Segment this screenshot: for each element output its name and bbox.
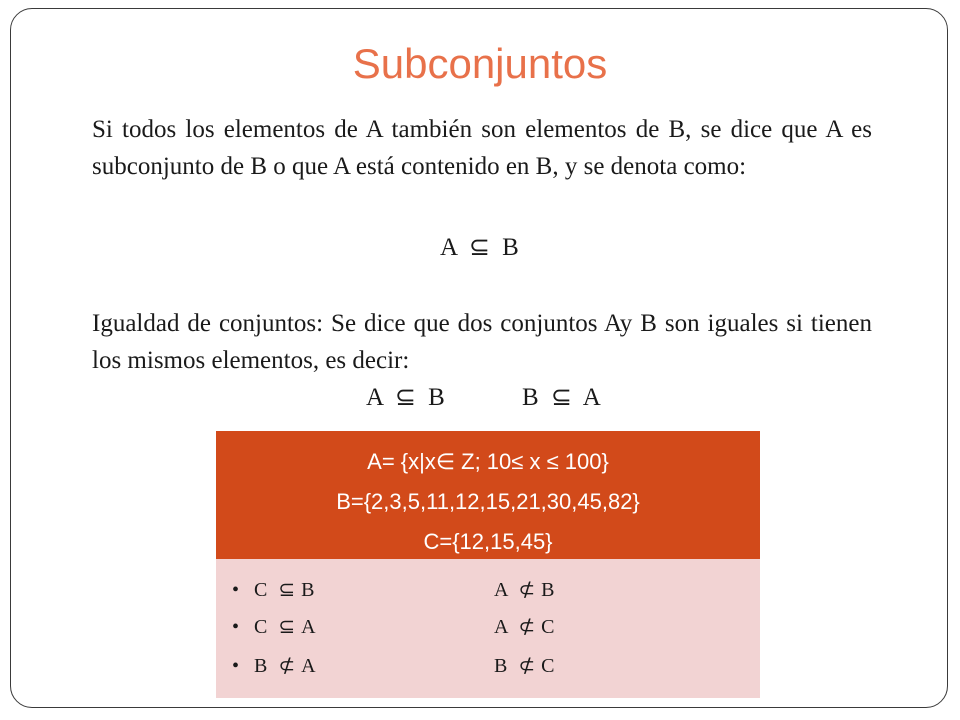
formula-left: B [522, 384, 539, 411]
formula-right: B [502, 234, 519, 261]
subset-symbol: ⊆ [394, 384, 416, 411]
formula-right: B [428, 384, 445, 411]
list-item: B ⊄ C [494, 655, 555, 677]
set-b-definition: B={2,3,5,11,12,15,21,30,45,82} [336, 489, 640, 514]
list-item: A ⊄ B [494, 579, 555, 601]
not-subset-symbol: ⊄ [518, 655, 536, 677]
formula-left: A [440, 234, 457, 261]
equality-formula-a [366, 382, 445, 414]
formula-left: A [366, 384, 383, 411]
equality-definition-paragraph: Igualdad de conjuntos: Se dice que dos conjuntos Ay B son iguales si tienen los mismos elementos, es decir: [92, 310, 872, 374]
formula-right: A [582, 384, 601, 411]
not-subset-symbol: ⊄ [278, 655, 296, 677]
equality-formula-b [522, 382, 601, 414]
subset-symbol: ⊆ [550, 384, 572, 411]
list-item: A ⊄ C [494, 616, 555, 638]
list-item: • C ⊆ B [232, 579, 315, 601]
bullet-icon: • [232, 655, 240, 677]
subset-definition-paragraph: Si todos los elementos de A también son elementos de B, se dice que A es subconjunto de B o que A está contenido en B, y se denota como: [92, 116, 872, 180]
set-a-definition: A= {x|x∈ Z; 10≤ x ≤ 100} [367, 449, 609, 474]
not-subset-symbol: ⊄ [518, 616, 536, 638]
slide-title: Subconjuntos [352, 40, 608, 87]
subset-formula [440, 232, 519, 264]
bullet-icon: • [232, 579, 240, 601]
set-c-definition: C={12,15,45} [423, 529, 553, 554]
not-subset-symbol: ⊄ [518, 579, 536, 601]
subset-symbol: ⊆ [278, 579, 296, 601]
subset-symbol: ⊆ [278, 616, 296, 638]
example-box-header [216, 431, 760, 559]
subset-symbol: ⊆ [468, 234, 490, 261]
bullet-icon: • [232, 616, 240, 638]
list-item: • B ⊄ A [232, 655, 316, 677]
list-item: • C ⊆ A [232, 616, 316, 638]
